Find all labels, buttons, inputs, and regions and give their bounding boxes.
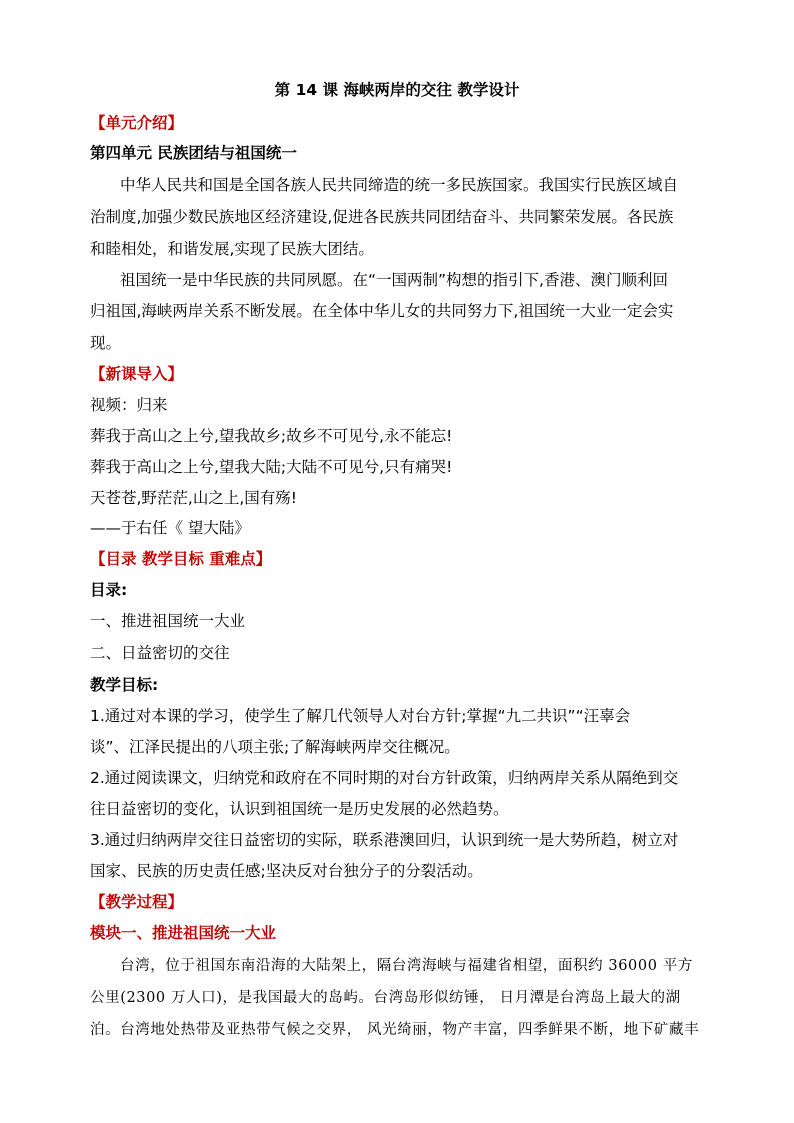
section-unit-intro: 【单元介绍】 <box>90 114 184 132</box>
goal-line: 谈”、江泽民提出的八项主张;了解海峡两岸交往概况。 <box>90 738 460 756</box>
poem-line: 葬我于高山之上兮,望我故乡;故乡不可见兮,永不能忘! <box>90 427 453 445</box>
goal-line: 往日益密切的变化，认识到祖国统一是历史发展的必然趋势。 <box>90 800 509 818</box>
toc-label: 目录: <box>90 581 128 599</box>
paragraph-line: 和睦相处，和谐发展,实现了民族大团结。 <box>90 240 374 258</box>
section-toc-goals: 【目录 教学目标 重难点】 <box>90 550 272 568</box>
toc-item: 一、推进祖国统一大业 <box>90 612 246 630</box>
poem-attribution: ——于右任《 望大陆》 <box>90 519 250 537</box>
section-new-lesson: 【新课导入】 <box>90 365 184 383</box>
unit-heading: 第四单元 民族团结与祖国统一 <box>90 144 297 162</box>
section-teaching-process: 【教学过程】 <box>90 893 184 911</box>
taiwan-line: 台湾，位于祖国东南沿海的大陆架上，隔台湾海峡与福建省相望，面积约 36000 平方 <box>120 958 693 974</box>
goals-label: 教学目标: <box>90 676 159 694</box>
intro-line: 视频：归来 <box>90 396 168 414</box>
goal-line: 3.通过归纳两岸交往日益密切的实际，联系港澳回归，认识到统一是大势所趋，树立对 <box>90 831 679 849</box>
paragraph-line: 治制度,加强少数民族地区经济建设,促进各民族共同团结奋斗、共同繁荣发展。各民族 <box>90 208 674 226</box>
poem-line: 葬我于高山之上兮,望我大陆;大陆不可见兮,只有痛哭! <box>90 458 453 476</box>
goal-line: 2.通过阅读课文，归纳党和政府在不同时期的对台方针政策，归纳两岸关系从隔绝到交 <box>90 769 679 787</box>
taiwan-line: 泊。台湾地处热带及亚热带气候之交界， 风光绮丽，物产丰富，四季鲜果不断，地下矿藏丰 <box>90 1022 700 1038</box>
goal-line: 1.通过对本课的学习，使学生了解几代领导人对台方针;掌握“九二共识”“汪辜会 <box>90 707 631 725</box>
paragraph-line: 中华人民共和国是全国各族人民共同缔造的统一多民族国家。我国实行民族区域自 <box>120 176 679 194</box>
paragraph-line: 祖国统一是中华民族的共同夙愿。在“一国两制”构想的指引下,香港、澳门顺利回 <box>120 271 668 289</box>
poem-line: 天苍苍,野茫茫,山之上,国有殇! <box>90 489 297 507</box>
module-heading: 模块一、推进祖国统一大业 <box>90 924 277 942</box>
document-title: 第 14 课 海峡两岸的交往 教学设计 <box>274 81 520 99</box>
toc-item: 二、日益密切的交往 <box>90 644 230 662</box>
taiwan-line: 公里(2300 万人口)，是我国最大的岛屿。台湾岛形似纺锤， 日月潭是台湾岛上最大的湖 <box>90 990 681 1006</box>
paragraph-line: 现。 <box>90 334 122 352</box>
paragraph-line: 归祖国,海峡两岸关系不断发展。在全体中华儿女的共同努力下,祖国统一大业一定会实 <box>90 302 674 320</box>
goal-line: 国家、民族的历史责任感;坚决反对台独分子的分裂活动。 <box>90 862 483 880</box>
